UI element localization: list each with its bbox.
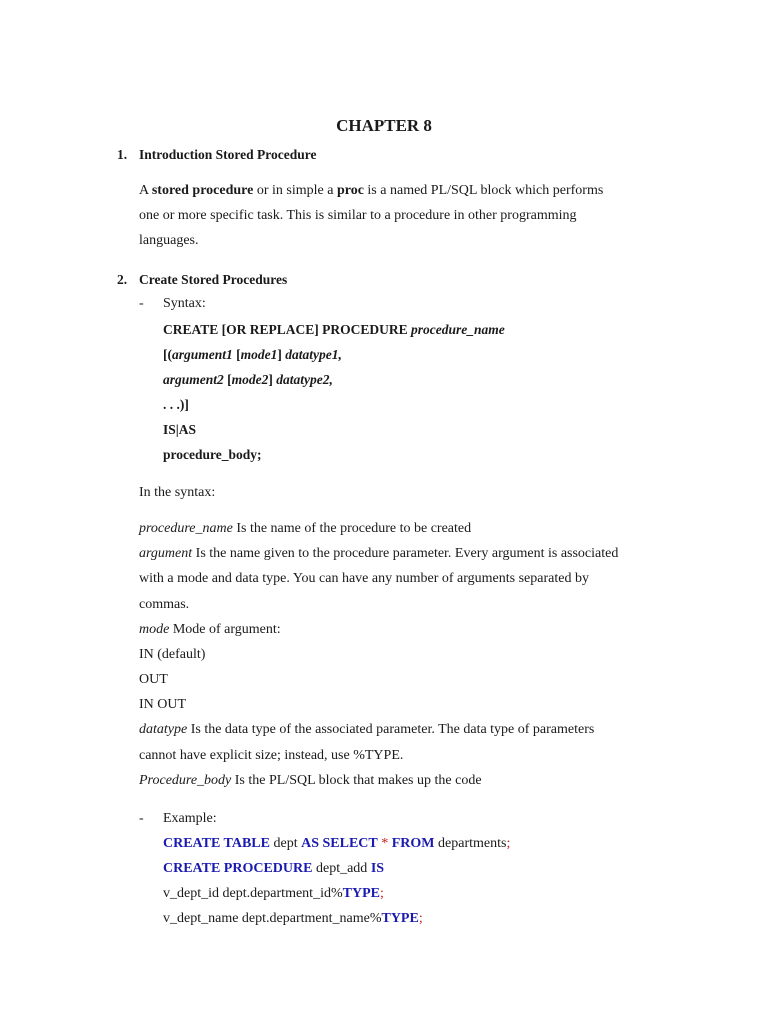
mode-in-out: IN OUT [139,697,187,712]
example-line-3: v_dept_id dept.department_id%TYPE; [163,886,384,901]
section-2-number: 2. [117,272,128,287]
def-datatype-line-2: cannot have explicit size; instead, use %TYPE. [139,748,404,763]
syntax-label: Syntax: [163,296,206,311]
section-1-title: Introduction Stored Procedure [139,147,317,162]
def-argument-line-2: with a mode and data type. You can have any number of arguments separated by [139,571,589,586]
proc-term: proc [336,183,364,198]
section-2-title: Create Stored Procedures [139,272,288,287]
in-the-syntax-label: In the syntax: [139,485,216,500]
def-datatype-line-1: datatype Is the data type of the associated parameter. The data type of parameters [139,722,595,737]
example-bullet: - [139,811,144,826]
syntax-bullet: - [139,296,144,311]
syntax-line-1: CREATE [OR REPLACE] PROCEDURE procedure_name [163,322,505,337]
example-label: Example: [163,811,217,826]
def-procedure-name: procedure_name Is the name of the procedure to be created [139,521,472,536]
mode-in: IN (default) [139,647,206,662]
intro-paragraph-line-1: A stored procedure or in simple a proc is a named PL/SQL block which performs [139,183,604,198]
syntax-line-6: procedure_body; [163,447,262,462]
intro-paragraph-line-3: languages. [139,233,199,248]
syntax-line-4: . . .)] [163,397,189,412]
mode-out: OUT [139,672,168,687]
syntax-line-3: argument2 [mode2] datatype2, [163,372,333,387]
syntax-line-5: IS|AS [163,422,196,437]
section-1-number: 1. [117,147,128,162]
def-argument-line-1: argument Is the name given to the procedure parameter. Every argument is associated [139,546,619,561]
example-line-4: v_dept_name dept.department_name%TYPE; [163,911,423,926]
def-mode: mode Mode of argument: [139,622,281,637]
def-procedure-body: Procedure_body Is the PL/SQL block that makes up the code [139,773,482,788]
chapter-title: CHAPTER 8 [336,116,432,135]
example-line-1: CREATE TABLE dept AS SELECT * FROM departments; [163,836,511,851]
stored-procedure-term: stored procedure [151,183,254,198]
example-line-2: CREATE PROCEDURE dept_add IS [163,861,385,876]
intro-paragraph-line-2: one or more specific task. This is similar to a procedure in other programming [139,208,577,223]
def-argument-line-3: commas. [139,597,190,612]
syntax-line-2: [(argument1 [mode1] datatype1, [163,347,342,362]
